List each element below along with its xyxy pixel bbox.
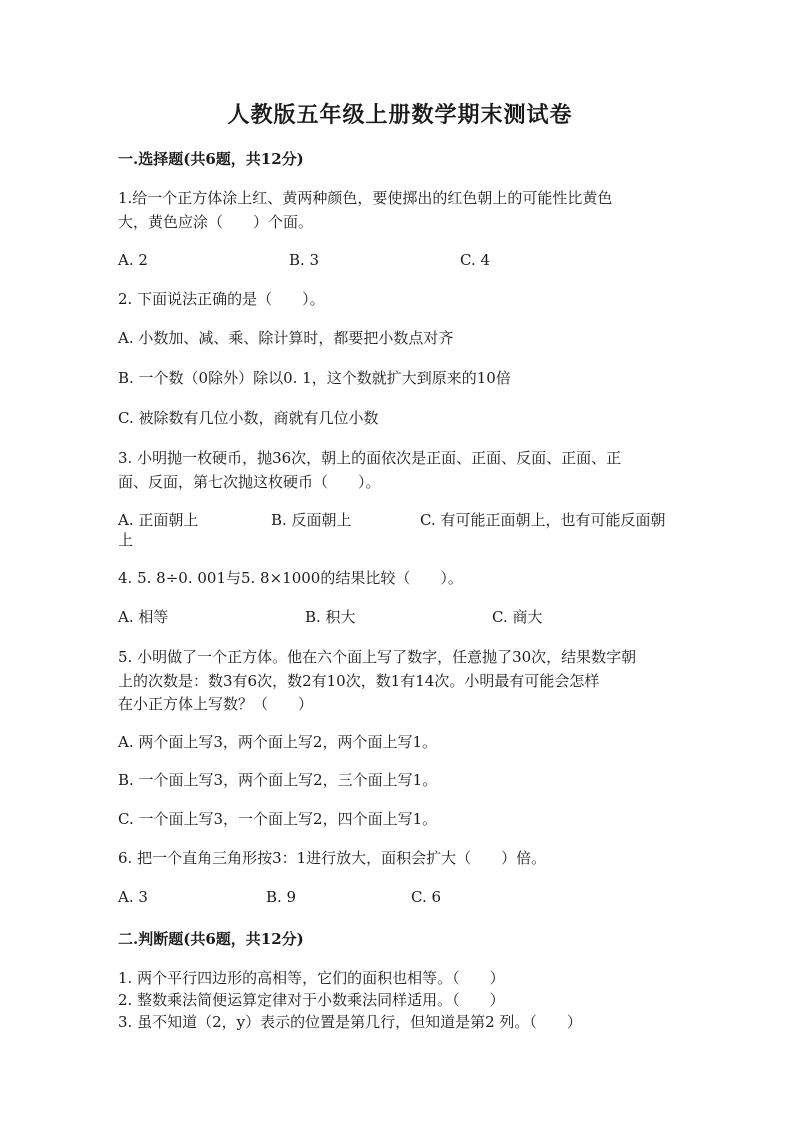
q1-option-a: A. 2 (118, 251, 148, 269)
q5-option-c: C. 一个面上写3，一个面上写2，四个面上写1。 (118, 810, 438, 828)
q2-option-b: B. 一个数（0除外）除以0. 1，这个数就扩大到原来的10倍 (118, 369, 511, 387)
section-heading-choice: 一.选择题(共6题，共12分) (118, 150, 304, 168)
q2-option-a: A. 小数加、减、乘、除计算时，都要把小数点对齐 (118, 329, 454, 347)
q5-line3: 在小正方体上写数？（ ） (118, 695, 314, 713)
q3-option-c: C. 有可能正面朝上，也有可能反面朝 (420, 511, 666, 529)
q3-option-a: A. 正面朝上 (118, 511, 199, 529)
judge-item-3: 3. 虽不知道（2，y）表示的位置是第几行，但知道是第2 列。（ ） (118, 1013, 582, 1031)
q4-option-c: C. 商大 (492, 608, 543, 626)
q3-line1: 3. 小明抛一枚硬币，抛36次，朝上的面依次是正面、正面、反面、正面、正 (118, 449, 622, 467)
q3-option-b: B. 反面朝上 (271, 511, 352, 529)
q2-option-c: C. 被除数有几位小数，商就有几位小数 (118, 409, 379, 427)
q1-line2: 大，黄色应涂（ ）个面。 (118, 213, 314, 231)
q1-option-b: B. 3 (289, 251, 320, 269)
q6-option-a: A. 3 (118, 888, 148, 906)
q3-line2: 面、反面，第七次抛这枚硬币（ ）。 (118, 473, 381, 491)
q4-option-b: B. 积大 (305, 608, 356, 626)
q4-text: 4. 5. 8÷0. 001与5. 8×1000的结果比较（ ）。 (118, 569, 463, 587)
q2-text: 2. 下面说法正确的是（ ）。 (118, 290, 325, 308)
q5-line1: 5. 小明做了一个正方体。他在六个面上写了数字，任意抛了30次，结果数字朝 (118, 648, 637, 666)
q6-option-b: B. 9 (266, 888, 297, 906)
q4-option-a: A. 相等 (118, 608, 169, 626)
section-heading-judge: 二.判断题(共6题，共12分) (118, 930, 304, 948)
q5-line2: 上的次数是：数3有6次，数2有10次，数1有14次。小明最有可能会怎样 (118, 672, 600, 690)
q6-option-c: C. 6 (411, 888, 442, 906)
q3-option-c-continued: 上 (118, 531, 134, 549)
q1-line1: 1.给一个正方体涂上红、黄两种颜色，要使掷出的红色朝上的可能性比黄色 (118, 189, 613, 207)
judge-item-2: 2. 整数乘法简便运算定律对于小数乘法同样适用。（ ） (118, 991, 505, 1009)
page-title: 人教版五年级上册数学期末测试卷 (227, 102, 573, 128)
q5-option-a: A. 两个面上写3，两个面上写2，两个面上写1。 (118, 733, 438, 751)
judge-item-1: 1. 两个平行四边形的高相等，它们的面积也相等。（ ） (118, 969, 505, 987)
q6-text: 6. 把一个直角三角形按3：1进行放大，面积会扩大（ ）倍。 (118, 849, 547, 867)
q1-option-c: C. 4 (460, 251, 491, 269)
q5-option-b: B. 一个面上写3，两个面上写2，三个面上写1。 (118, 771, 438, 789)
